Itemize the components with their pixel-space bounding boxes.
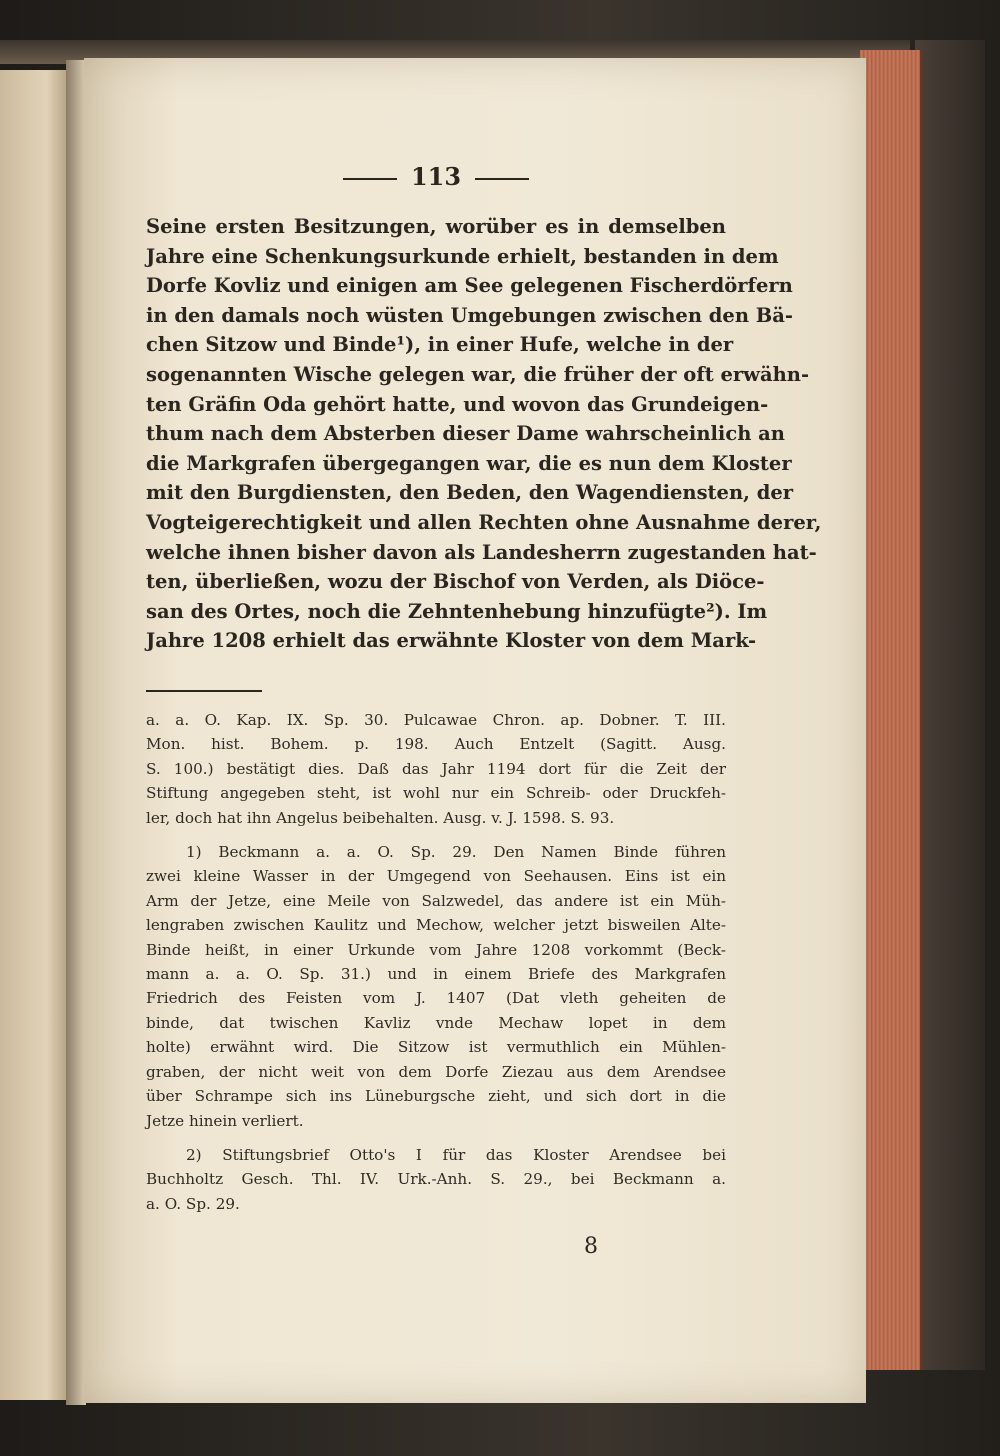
body-line: sogenannten Wische gelegen war, die früher der oft erwähn- [146,362,810,386]
footnote-1-line: mann a. a. O. Sp. 31.) und in einem Briefe des Markgrafen [146,965,726,984]
footnote-2-line: a. O. Sp. 29. [146,1194,240,1213]
body-line: Jahre eine Schenkungsurkunde erhielt, bestanden in dem [146,244,779,268]
body-line: Dorfe Kovliz und einigen am See gelegenen Fischerdörfern [146,274,793,298]
book-gutter [66,60,86,1405]
footnote-2-line: Buchholtz Gesch. Thl. IV. Urk.-Anh. S. 29., bei Beckmann a. [146,1170,726,1189]
book-cover [915,40,985,1370]
header-dash-left [343,178,397,180]
footnote-1-line: Arm der Jetze, eine Meile von Salzwedel, das andere ist ein Müh- [146,891,726,910]
footnotes [146,708,726,1216]
body-line: mit den Burgdiensten, den Beden, den Wagendiensten, der [146,481,794,505]
footnote-1-line: zwei kleine Wasser in der Umgegend von Seehausen. Eins ist ein [146,867,726,886]
footnote-rule [146,690,262,692]
body-text [146,212,822,656]
footnote-line: Stiftung angegeben steht, ist wohl nur ein Schreib- oder Druckfeh- [146,784,726,803]
body-line: ten, überließen, wozu der Bischof von Verden, als Diöce- [146,570,765,594]
footnote-1-line: lengraben zwischen Kaulitz und Mechow, welcher jetzt bisweilen Alte- [146,916,726,935]
footnote-1-line: Binde heißt, in einer Urkunde vom Jahre 1208 vorkommt (Beck- [146,940,726,959]
body-line: die Markgrafen übergegangen war, die es nun dem Kloster [146,451,792,475]
header-dash-right [475,178,529,180]
page-number: 113 [410,162,462,191]
footnote-line: a. a. O. Kap. IX. Sp. 30. Pulcawae Chron. ap. Dobner. T. III. [146,711,726,729]
printer-signature: 8 [584,1234,598,1259]
footnote-line: Mon. hist. Bohem. p. 198. Auch Entzelt (Sagitt. Ausg. [146,735,726,754]
body-line: chen Sitzow und Binde¹), in einer Hufe, welche in der [146,333,734,357]
facing-page-edge [0,70,68,1400]
footnote-1-line: Friedrich des Feisten vom J. 1407 (Dat vleth geheiten de [146,989,726,1008]
body-line: ten Gräfin Oda gehört hatte, und wovon das Grundeigen- [146,392,769,416]
footnote-line: ler, doch hat ihn Angelus beibehalten. Ausg. v. J. 1598. S. 93. [146,808,615,827]
body-line: in den damals noch wüsten Umgebungen zwischen den Bä- [146,303,794,327]
footnote-1-line: 1) Beckmann a. a. O. Sp. 29. Den Namen Binde führen [186,843,726,862]
body-line: Seine ersten Besitzungen, worüber es in demselben [146,215,726,238]
footnote-1-line: graben, der nicht weit von dem Dorfe Ziezau aus dem Arendsee [146,1062,726,1081]
page-fore-edge [860,50,923,1370]
page-number-header [146,162,726,191]
footnote-2-line: 2) Stiftungsbrief Otto's I für das Kloster Arendsee bei [186,1145,726,1164]
body-line: Vogteigerechtigkeit und allen Rechten ohne Ausnahme derer, [146,510,822,534]
footnote-1-line: binde, dat twischen Kavliz vnde Mechaw lopet in dem [146,1013,726,1032]
body-line: san des Ortes, noch die Zehntenhebung hinzufügte²). Im [146,599,768,623]
body-line: welche ihnen bisher davon als Landesherrn zugestanden hat- [146,540,817,564]
footnote-line: S. 100.) bestätigt dies. Daß das Jahr 1194 dort für die Zeit der [146,759,726,778]
footnote-1-line: holte) erwähnt wird. Die Sitzow ist vermuthlich ein Mühlen- [146,1038,726,1057]
footnote-1-line: über Schrampe sich ins Lüneburgsche zieht, und sich dort in die [146,1087,726,1106]
body-line: Jahre 1208 erhielt das erwähnte Kloster von dem Mark- [146,629,757,653]
body-line: thum nach dem Absterben dieser Dame wahrscheinlich an [146,422,785,446]
footnote-1-line: Jetze hinein verliert. [146,1111,304,1130]
